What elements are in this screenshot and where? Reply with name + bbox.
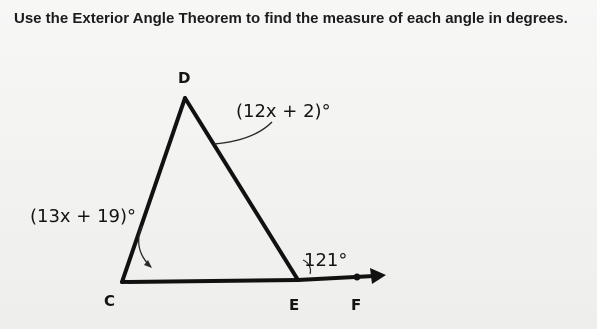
ray-EF-arrowhead	[370, 268, 386, 284]
vertex-label-D: D	[178, 69, 191, 87]
angle-C-pointer	[139, 226, 150, 266]
ray-EF	[298, 276, 374, 280]
vertex-label-C: C	[104, 292, 116, 310]
vertex-label-F: F	[351, 296, 362, 314]
vertex-label-E: E	[289, 296, 300, 314]
side-CE	[122, 280, 298, 282]
angle-C-exterior-label: (13x + 19)°	[30, 206, 137, 227]
side-DE	[185, 98, 298, 280]
angle-E-exterior-label: 121°	[304, 250, 348, 271]
angle-D-label: (12x + 2)°	[236, 101, 331, 122]
angle-D-pointer	[214, 122, 272, 144]
point-F	[354, 274, 361, 281]
side-DC	[122, 98, 185, 282]
problem-instruction: Use the Exterior Angle Theorem to find the measure of each angle in degrees.	[14, 10, 568, 27]
